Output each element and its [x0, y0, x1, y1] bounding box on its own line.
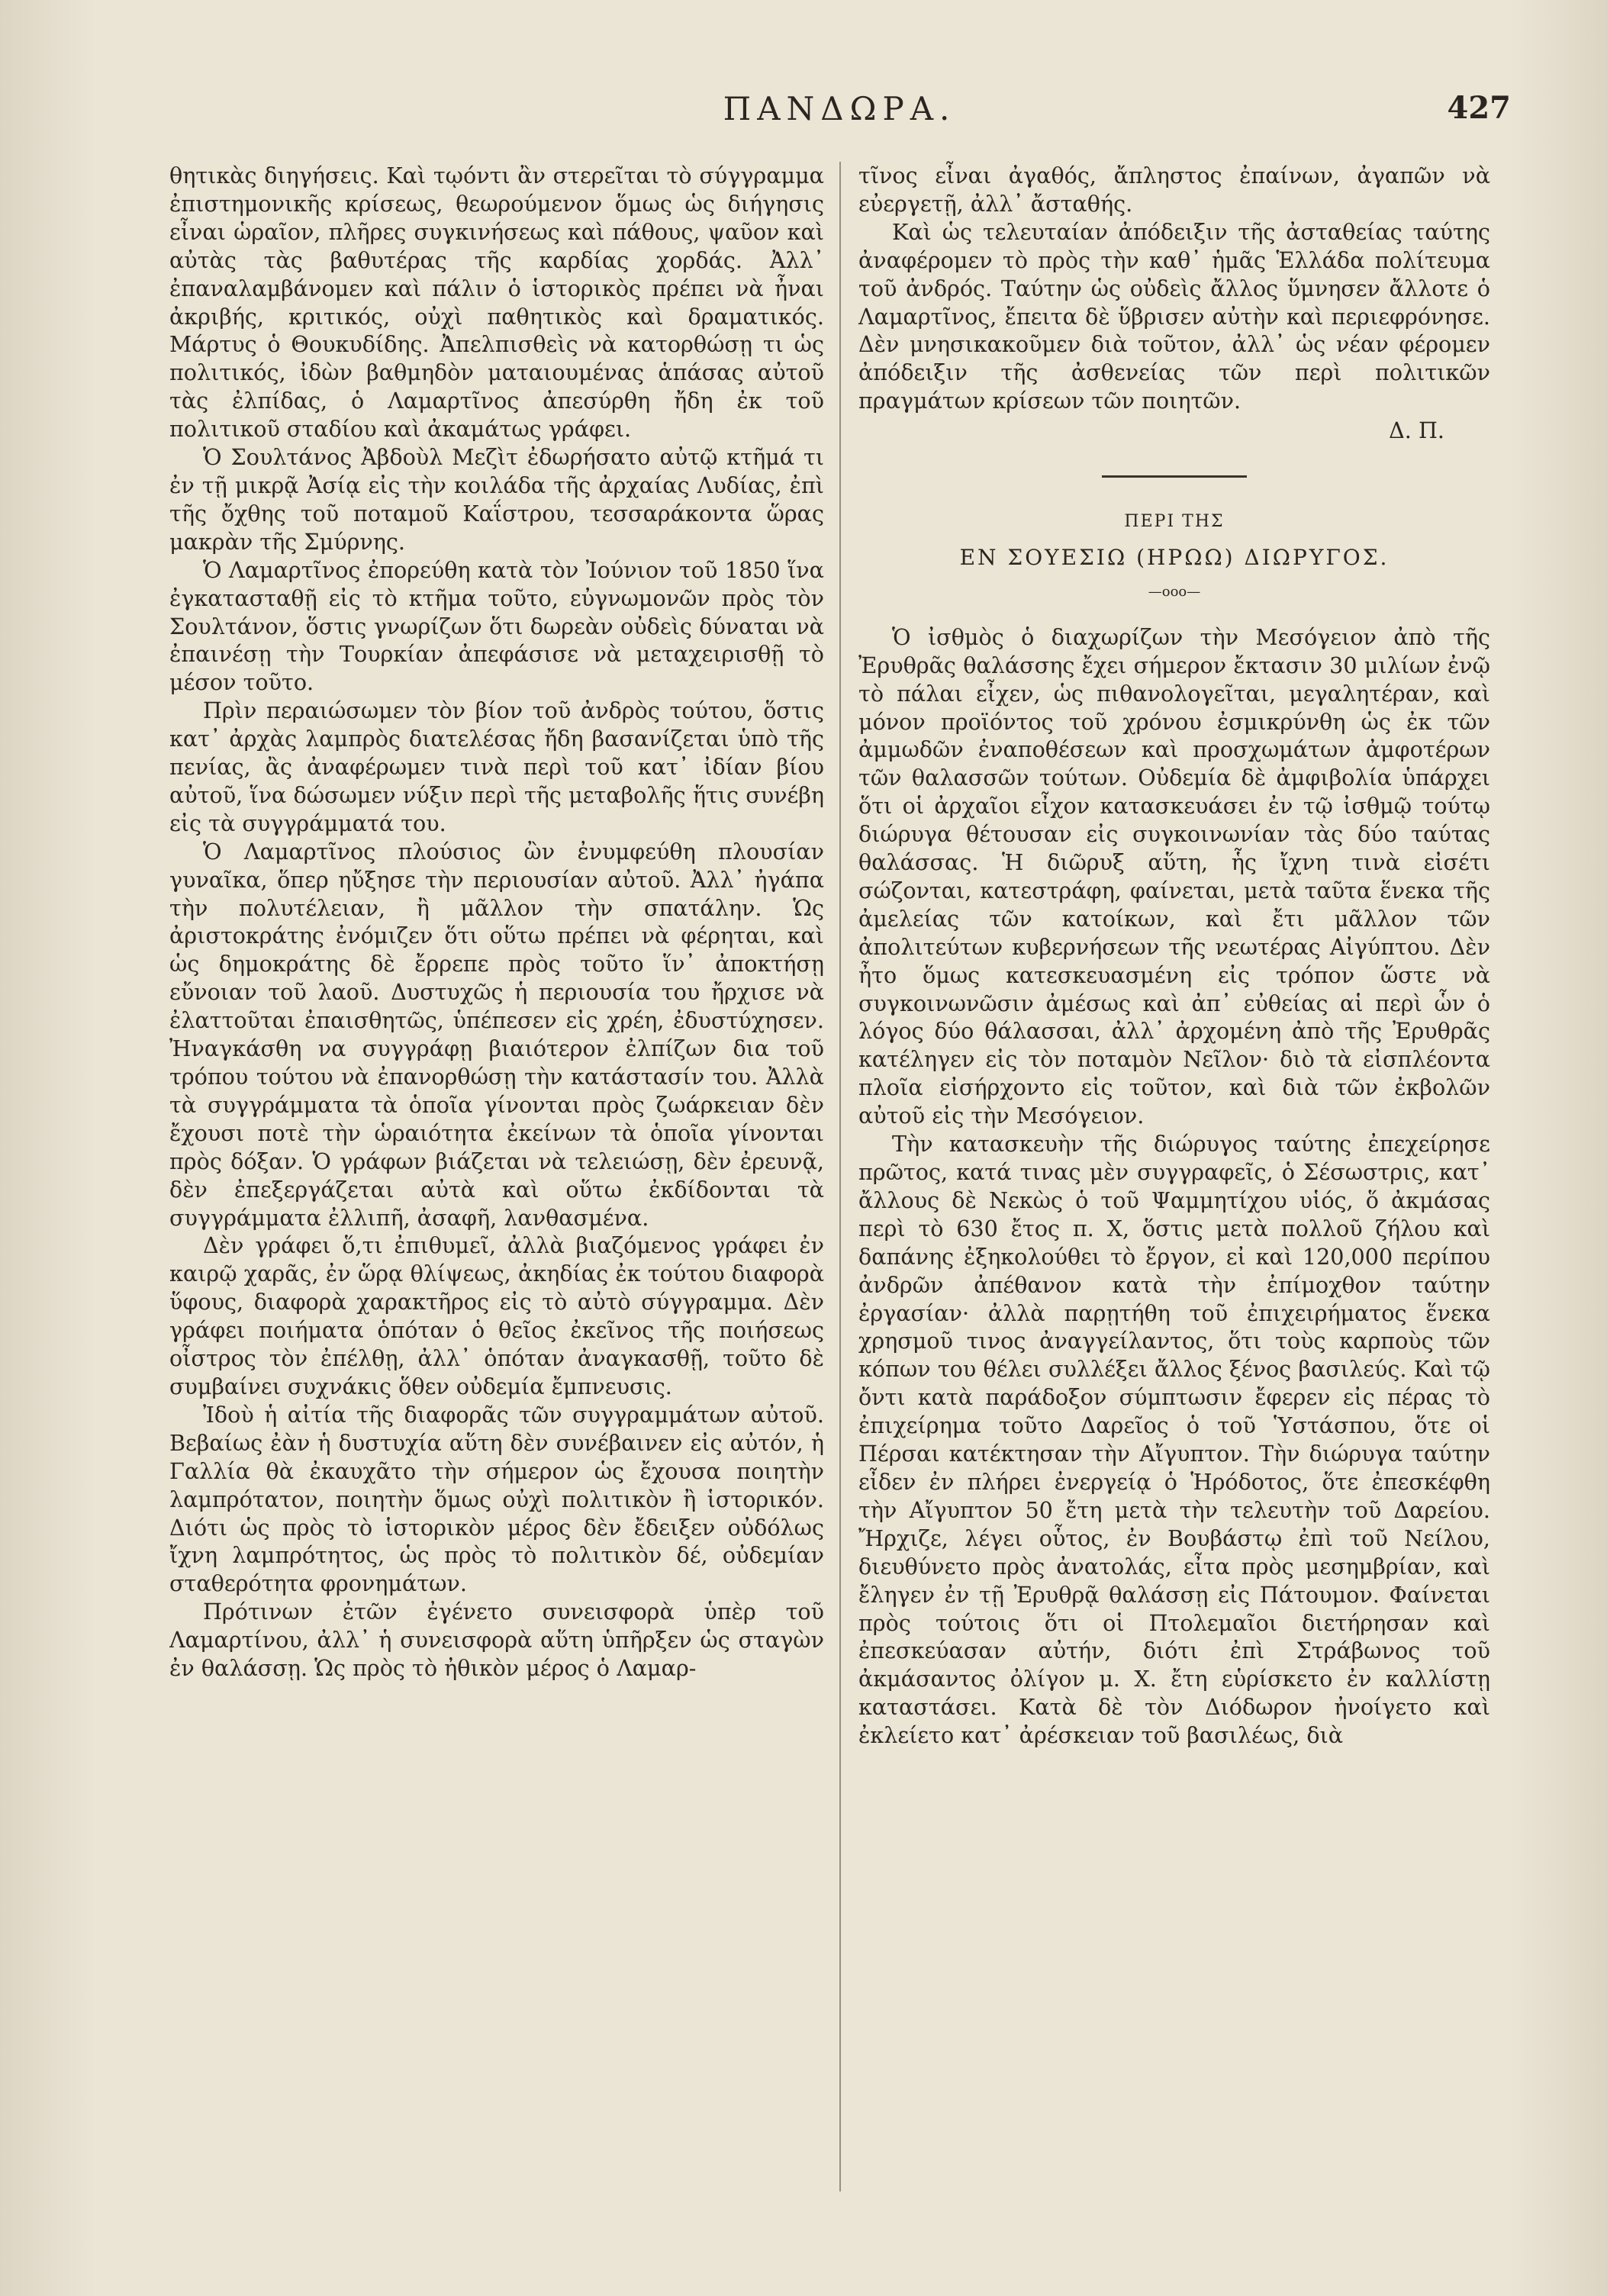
right-paragraph: Τὴν κατασκευὴν τῆς διώρυγος ταύτης ἐπεχείρησε πρῶτος, κατά τινας μὲν συγγραφεῖς, ὁ Σέσωστρις, κατ᾽ ἄλλους δὲ Νεκὼς ὁ τοῦ Ψαμμητίχου υἱός, ὅ ἀκμάσας περὶ τὸ 630 ἔτος π. Χ, ὅστις μετὰ πολλοῦ ζήλου καὶ δαπάνης ἐξηκολούθει τὸ ἔργον, εἰ καὶ 120,000 περίπου ἀνδρῶν ἀπέθανον κατὰ τὴν ἐπίμοχθον ταύτην ἐργασίαν· ἀλλὰ παρῃτήθη τοῦ ἐπιχειρήματος ἕνεκα χρησμοῦ τινος ἀναγγείλαντος, ὅτι τοὺς καρποὺς τῶν κόπων του θέλει συλλέξει ἄλλος ξένος βασιλεύς. Καὶ τῷ ὄντι κατὰ παράδοξον σύμπτωσιν ἔφερεν εἰς πέρας τὸ ἐπιχείρημα τοῦτο Δαρεῖος ὁ τοῦ Ὑστάσπου, ὅτε οἱ Πέρσαι κατέκτησαν τὴν Αἴγυπτον. Τὴν διώρυγα ταύτην εἶδεν ἐν πλήρει ἐνεργείᾳ ὁ Ἡρόδοτος, ὅτε ἐπεσκέφθη τὴν Αἴγυπτον 50 ἔτη μετὰ τὴν τελευτὴν τοῦ Δαρείου. Ἤρχιζε, λέγει οὗτος, ἐν Βουβάστῳ ἐπὶ τοῦ Νείλου, διευθύνετο πρὸς ἀνατολάς, εἶτα πρὸς μεσημβρίαν, καὶ ἔληγεν ἐν τῇ Ἐρυθρᾷ θαλάσσῃ εἰς Πάτουμον. Φαίνεται πρὸς τούτοις ὅτι οἱ Πτολεμαῖοι διετήρησαν καὶ ἐπεσκεύασαν αὐτήν, διότι ἐπὶ Στράβωνος τοῦ ἀκμάσαντος ὀλίγον μ. Χ. ἔτη εὑρίσκετο ἐν καλλίστῃ καταστάσει. Κατὰ δὲ τὸν Διόδωρον ἠνοίγετο καὶ ἐκλείετο κατ᾽ ἀρέσκειαν τοῦ βασιλέως, διὰ: [858, 1131, 1490, 1749]
right-paragraph: Ὁ ἰσθμὸς ὁ διαχωρίζων τὴν Μεσόγειον ἀπὸ τῆς Ἐρυθρᾶς θαλάσσης ἔχει σήμερον ἔκτασιν 30 μιλίων ἐνῷ τὸ πάλαι εἶχεν, ὡς πιθανολογεῖται, μεγαλητέραν, καὶ μόνον προϊόντος τοῦ χρόνου ἐσμικρύνθη ὡς ἐκ τῶν ἀμμωδῶν ἐναποθέσεων καὶ προσχωμάτων ἀμφοτέρων τῶν θαλασσῶν τούτων. Οὐδεμία δὲ ἀμφιβολία ὑπάρχει ὅτι οἱ ἀρχαῖοι εἶχον κατασκευάσει ἐν τῷ ἰσθμῷ τούτῳ διώρυγα θέτουσαν εἰς συγκοινωνίαν τὰς δύο ταύτας θαλάσσας. Ἡ διῶρυξ αὕτη, ἧς ἴχνη τινὰ εἰσέτι σώζονται, κατεστράφη, φαίνεται, μετὰ ταῦτα ἕνεκα τῆς ἀμελείας τῶν κατοίκων, καὶ ἔτι μᾶλλον τῶν ἀπολιτεύτων κυβερνήσεων τῆς νεωτέρας Αἰγύπτου. Δὲν ἦτο ὅμως κατεσκευασμένη εἰς τρόπον ὥστε νὰ συγκοινωνῶσιν ἀμέσως καὶ ἀπ᾽ εὐθείας αἱ περὶ ὧν ὁ λόγος δύο θάλασσαι, ἀλλ᾽ ἀρχομένη ἀπὸ τῆς Ἐρυθρᾶς κατέληγεν εἰς τὸν ποταμὸν Νεῖλον· διὸ τὰ εἰσπλέοντα πλοῖα εἰσήρχοντο εἰς τοῦτον, καὶ διὰ τῶν ἐκβολῶν αὐτοῦ εἰς τὴν Μεσόγειον.: [858, 623, 1490, 1129]
right-column: [858, 162, 1490, 1750]
column-divider: [839, 162, 841, 2191]
right-paragraph: τῖνος εἶναι ἀγαθός, ἄπληστος ἐπαίνων, ἀγαπῶν νὰ εὐεργετῇ, ἀλλ᾽ ἄσταθής.: [858, 163, 1490, 217]
section-divider: [1102, 475, 1247, 478]
page-number: 427: [1447, 90, 1511, 126]
left-paragraph: Πρὶν περαιώσωμεν τὸν βίον τοῦ ἀνδρὸς τούτου, ὅστις κατ᾽ ἀρχὰς λαμπρὸς διατελέσας ἤδη βασανίζεται ὑπὸ τῆς πενίας, ἂς ἀναφέρωμεν τινὰ περὶ τοῦ κατ᾽ ἰδίαν βίου αὐτοῦ, ἵνα δώσωμεν νύξιν περὶ τῆς μεταβολῆς ἥτις συνέβη εἰς τὰ συγγράμματά του.: [169, 697, 824, 836]
left-paragraph: Δὲν γράφει ὅ,τι ἐπιθυμεῖ, ἀλλὰ βιαζόμενος γράφει ἐν καιρῷ χαρᾶς, ἐν ὥρᾳ θλίψεως, ἀκηδίας ἐκ τούτου διαφορὰ ὕφους, διαφορὰ χαρακτῆρος εἰς τὸ αὐτὸ σύγγραμμα. Δὲν γράφει ποιήματα ὁπόταν ὁ θεῖος ἐκεῖνος τῆς ποιήσεως οἶστρος τὸν ἐπέλθῃ, ἀλλ᾽ ὁπόταν ἀναγκασθῇ, τοῦτο δὲ συμβαίνει συχνάκις ὅθεν οὐδεμία ἔμπνευσις.: [169, 1232, 824, 1399]
author-signature: Δ. Π.: [1389, 417, 1444, 444]
left-paragraph: θητικὰς διηγήσεις. Καὶ τῳόντι ἂν στερεῖται τὸ σύγγραμμα ἐπιστημονικῆς κρίσεως, θεωρούμενον ὅμως ὡς διήγησις εἶναι ὡραῖον, πλῆρες συγκινήσεως καὶ πάθους, ψαῦον καὶ αὐτὰς τὰς βαθυτέρας τῆς καρδίας χορδάς. Ἀλλ᾽ ἐπαναλαμβάνομεν καὶ πάλιν ὁ ἱστορικὸς πρέπει νὰ ἦναι ἀκριβής, κριτικός, οὐχὶ παθητικὸς καὶ δραματικός. Μάρτυς ὁ Θουκυδίδης. Ἀπελπισθεὶς νὰ κατορθώσῃ τι ὡς πολιτικός, ἰδὼν βαθμηδὸν ματαιουμένας ἁπάσας αὐτοῦ τὰς ἐλπίδας, ὁ Λαμαρτῖνος ἀπεσύρθη ἤδη ἐκ τοῦ πολιτικοῦ σταδίου καὶ ἀκαμάτως γράφει.: [169, 163, 824, 443]
left-paragraph: Ὁ Λαμαρτῖνος πλούσιος ὢν ἐνυμφεύθη πλουσίαν γυναῖκα, ὅπερ ηὔξησε τὴν περιουσίαν αὐτοῦ. Ἀλλ᾽ ἠγάπα τὴν πολυτέλειαν, ἢ μᾶλλον τὴν σπατάλην. Ὡς ἀριστοκράτης ἐνόμιζεν ὅτι οὕτω πρέπει νὰ φέρηται, καὶ ὡς δημοκράτης δὲ ἔρρεπε πρὸς τοῦτο ἵν᾽ ἀποκτήσῃ εὔνοιαν τοῦ λαοῦ. Δυστυχῶς ἡ περιουσία του ἤρχισε νὰ ἐλαττοῦται ἐπαισθητῶς, ὑπέπεσεν εἰς χρέη, ἐδυστύχησεν. Ἠναγκάσθη να συγγράφῃ βιαιότερον ἐλπίζων δια τοῦ τρόπου τούτου νὰ ἐπανορθώσῃ τὴν κατάστασίν του. Ἀλλὰ τὰ συγγράμματα τὰ ὁποῖα γίνονται πρὸς ζωάρκειαν δὲν ἔχουσι ποτὲ τὴν ὡραιότητα ἐκείνων τὰ ὁποῖα γίνονται πρὸς δόξαν. Ὁ γράφων βιάζεται νὰ τελειώσῃ, δὲν ἐρευνᾷ, δὲν ἐπεξεργάζεται αὐτὰ καὶ οὕτω ἐκδίδονται τὰ συγγράμματα ἐλλιπῆ, ἀσαφῆ, λανθασμένα.: [169, 838, 824, 1231]
section-heading-prefix: ΠΕΡΙ ΤΗΣ: [1124, 512, 1225, 532]
left-paragraph: Πρότινων ἐτῶν ἐγένετο συνεισφορὰ ὑπὲρ τοῦ Λαμαρτίνου, ἀλλ᾽ ἡ συνεισφορὰ αὕτη ὑπῆρξεν ὡς σταγὼν ἐν θαλάσσῃ. Ὡς πρὸς τὸ ἠθικὸν μέρος ὁ Λαμαρ-: [169, 1599, 824, 1682]
left-column: [169, 162, 824, 2191]
page-header-title: ΠΑΝΔΩΡΑ.: [723, 90, 956, 127]
section-heading: ΕΝ ΣΟΥΕΣΙΩ (ΗΡΩΩ) ΔΙΩΡΥΓΟΣ.: [959, 544, 1390, 570]
left-paragraph: Ὁ Σουλτάνος Ἀβδοὺλ Μεζὶτ ἐδωρήσατο αὐτῷ κτῆμά τι ἐν τῇ μικρᾷ Ἀσίᾳ εἰς τὴν κοιλάδα τῆς ἀρχαίας Λυδίας, ἐπὶ τῆς ὄχθης τοῦ ποταμοῦ Καΐστρου, τεσσαράκοντα ὥρας μακρὰν τῆς Σμύρνης.: [169, 444, 824, 555]
right-paragraph: Καὶ ὡς τελευταίαν ἀπόδειξιν τῆς ἀσταθείας ταύτης ἀναφέρομεν τὸ πρὸς τὴν καθ᾽ ἡμᾶς Ἑλλάδα πολίτευμα τοῦ ἀνδρός. Ταύτην ὡς οὐδεὶς ἄλλος ὕμνησεν ἄλλοτε ὁ Λαμαρτῖνος, ἔπειτα δὲ ὕβρισεν αὐτὴν καὶ περιεφρόνησε. Δὲν μνησικακοῦμεν διὰ τοῦτον, ἀλλ᾽ ὡς νέαν φέρομεν ἀπόδειξιν τῆς ἀσθενείας τῶν περὶ πολιτικῶν πραγμάτων κρίσεων τῶν ποιητῶν.: [858, 218, 1490, 414]
section-ornament: —οοο—: [1148, 583, 1201, 600]
left-paragraph: Ἰδοὺ ἡ αἰτία τῆς διαφορᾶς τῶν συγγραμμάτων αὐτοῦ. Βεβαίως ἐὰν ἡ δυστυχία αὕτη δὲν συνέβαινεν εἰς αὐτόν, ἡ Γαλλία θὰ ἐκαυχᾶτο τὴν σήμερον ὡς ἔχουσα ποιητὴν λαμπρότατον, ποιητὴν ὅμως οὐχὶ πολιτικὸν ἢ ἱστορικόν. Διότι ὡς πρὸς τὸ ἱστορικὸν μέρος δὲν ἔδειξεν οὐδόλως ἴχνη λαμπρότητος, ὡς πρὸς τὸ πολιτικὸν δέ, οὐδεμίαν σταθερότητα φρονημάτων.: [169, 1401, 824, 1597]
left-paragraph: Ὁ Λαμαρτῖνος ἐπορεύθη κατὰ τὸν Ἰούνιον τοῦ 1850 ἵνα ἐγκατασταθῇ εἰς τὸ κτῆμα τοῦτο, εὐγνωμονῶν πρὸς τὸν Σουλτάνον, ὅστις γνωρίζων ὅτι δωρεὰν οὐδεὶς δύναται νὰ ἐπαινέσῃ τὴν Τουρκίαν ἀπεφάσισε νὰ μεταχειρισθῇ τὸ μέσον τοῦτο.: [169, 556, 824, 696]
